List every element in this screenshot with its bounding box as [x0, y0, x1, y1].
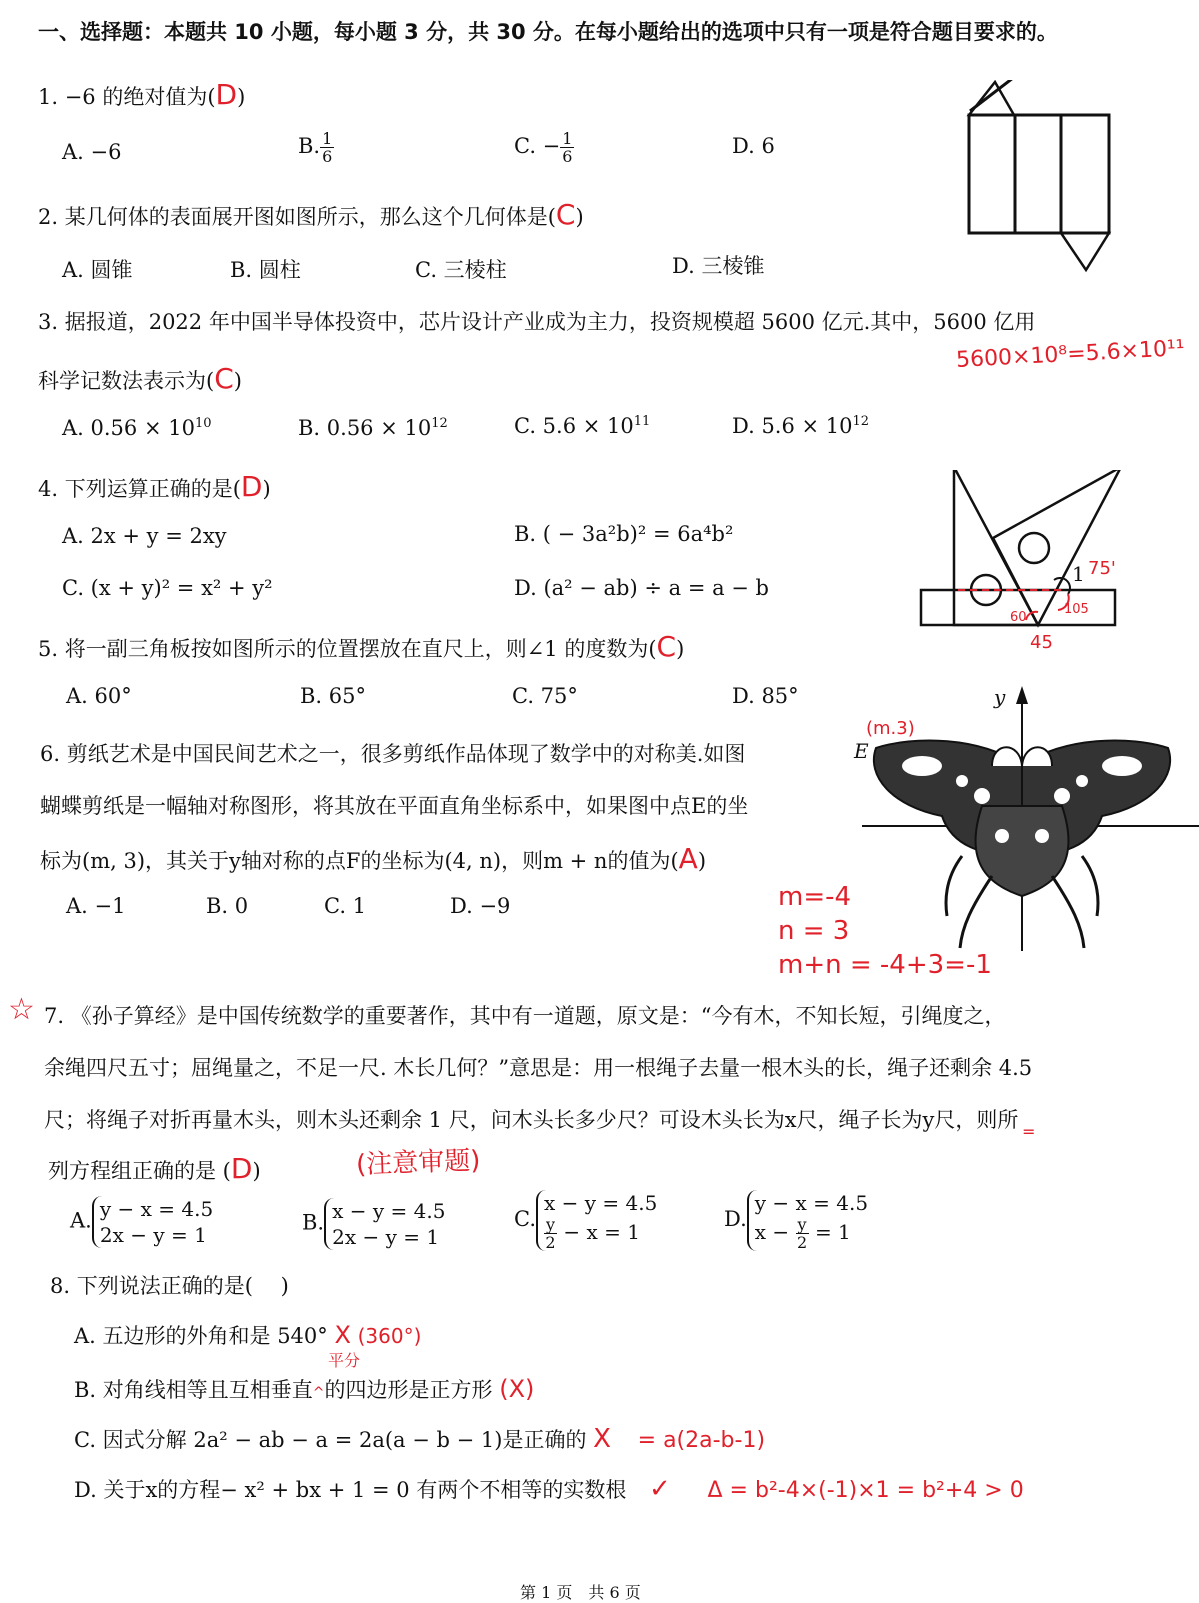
prism-net-figure [960, 80, 1130, 275]
option-c: C. (x + y)² = x² + y² [62, 576, 273, 600]
equation-system [324, 1198, 445, 1250]
equation-rest: − x = 1 [563, 1220, 640, 1244]
bracket-close: ) [252, 1159, 261, 1183]
note-45: 45 [1030, 632, 1053, 653]
handwritten-answer: D [240, 470, 263, 503]
option-label: A. [70, 1208, 92, 1233]
option-d: D. (a² − ab) ÷ a = a − b [514, 576, 769, 600]
option-b [298, 130, 334, 165]
option-a: A. 圆锥 [62, 258, 133, 282]
bracket-close: ) [233, 369, 242, 393]
handwritten-answer: C [656, 630, 677, 663]
bracket-close: ) [676, 637, 685, 661]
exponent: 11 [633, 414, 651, 429]
question-3-line-2 [38, 362, 242, 395]
equation-2: 2x − y = 1 [332, 1225, 440, 1249]
question-4 [38, 470, 271, 503]
option-text: D. 关于x的方程− x² + bx + 1 = 0 有两个不相等的实数根 [74, 1478, 627, 1502]
question-1 [38, 78, 245, 111]
question-stem: 1. −6 的绝对值为( [38, 85, 216, 109]
denominator: 2 [796, 1233, 808, 1252]
point-e-label: E [854, 739, 869, 763]
star-mark: ☆ [8, 992, 35, 1027]
question-stem: 列方程组正确的是 ( [48, 1159, 231, 1183]
fraction [796, 1216, 809, 1251]
option-a [62, 416, 212, 440]
equation-2 [755, 1216, 868, 1251]
handwritten-answer: D [230, 1152, 253, 1185]
wrong-mark: X [334, 1321, 351, 1349]
option-d: D. 85° [732, 684, 799, 708]
bracket-close: ) [237, 85, 246, 109]
question-7-line-2: 余绳四尺五寸；屈绳量之，不足一尺. 木长几何？”意思是：用一根绳子去量一根木头的长，绳子还剩余 4.5 [44, 1056, 1033, 1080]
insert-caret: ^ [312, 1385, 325, 1401]
option-label: D. 5.6 × 10 [732, 414, 853, 438]
equation-pre: x − [754, 1220, 790, 1244]
insert-note: 平分 [328, 1351, 361, 1370]
option-d [732, 414, 869, 438]
equation-2 [544, 1216, 657, 1251]
option-label: D. [724, 1207, 747, 1231]
equation-1: x − y = 4.5 [544, 1191, 658, 1215]
correction-note: (360°) [357, 1324, 422, 1348]
handwritten-answer: D [215, 78, 238, 111]
option-c: C. 三棱柱 [415, 258, 507, 282]
point-e-note: (m.3) [866, 718, 915, 739]
option-label: C. [514, 1207, 536, 1231]
numerator: y [546, 1215, 556, 1234]
option-label: B. [298, 134, 321, 158]
option-b [74, 1374, 534, 1404]
equation-system [536, 1190, 657, 1251]
exponent: 12 [852, 414, 870, 429]
fraction [320, 130, 334, 165]
option-a [70, 1196, 213, 1248]
option-c: C. 75° [512, 684, 578, 708]
option-d: D. 三棱锥 [672, 254, 765, 278]
equation-system [92, 1196, 213, 1248]
note-60: 60 [1010, 610, 1027, 625]
question-3-line-1: 3. 据报道，2022 年中国半导体投资中，芯片设计产业成为主力，投资规模超 5600 亿元.其中，5600 亿用 [38, 310, 1036, 334]
handwritten-answer: C [214, 362, 234, 395]
question-5 [38, 630, 684, 663]
note-75: 75' [1088, 558, 1116, 579]
question-7-line-4 [48, 1152, 261, 1185]
option-c: C. 1 [324, 894, 367, 918]
bracket-close: ) [697, 849, 707, 873]
option-b: B. 0 [206, 894, 249, 918]
bracket-close: ) [262, 477, 271, 501]
option-c [514, 414, 650, 438]
option-text: A. 五边形的外角和是 540° [74, 1324, 328, 1348]
option-c [514, 1190, 657, 1251]
handwritten-note: (注意审题) [355, 1145, 481, 1181]
equation-1: y − x = 4.5 [754, 1191, 869, 1215]
top-triangle [969, 82, 1014, 115]
work-line: n = 3 [778, 916, 850, 946]
fraction [560, 130, 574, 165]
equation-post: = 1 [814, 1220, 851, 1244]
handwritten-answer: C [555, 198, 576, 231]
option-d: D. −9 [450, 894, 511, 918]
equation-2: 2x − y = 1 [99, 1223, 207, 1247]
question-stem: 科学记数法表示为( [38, 369, 215, 393]
question-2 [38, 198, 584, 231]
prism-rectangle [969, 115, 1109, 233]
page-footer: 第 1 页 共 6 页 [520, 1583, 641, 1602]
equation-system [747, 1190, 868, 1251]
y-axis-arrow [1016, 686, 1028, 704]
work-line: m+n = -4+3=-1 [778, 950, 992, 980]
equation-1: x − y = 4.5 [332, 1199, 446, 1223]
angle-1-label: 1 [1072, 562, 1085, 586]
denominator: 2 [545, 1233, 556, 1252]
exponent: 12 [431, 416, 448, 431]
equation-1: y − x = 4.5 [99, 1197, 214, 1221]
fraction [544, 1216, 557, 1251]
option-c [74, 1424, 765, 1454]
y-axis-label: y [994, 686, 1006, 709]
option-b: B. ( − 3a²b)² = 6a⁴b² [514, 522, 734, 546]
option-d [74, 1474, 1024, 1504]
question-8: 8. 下列说法正确的是( ) [50, 1274, 289, 1298]
section-header: 一、选择题：本题共 10 小题，每小题 3 分，共 30 分。在每小题给出的选项中只有一项是符合题目要求的。 [38, 20, 1058, 44]
double-underline-mark: = [1022, 1122, 1036, 1141]
option-a: A. −1 [66, 894, 126, 918]
denominator: 6 [562, 147, 573, 166]
numerator: y [797, 1215, 807, 1234]
question-6-line-1: 6. 剪纸艺术是中国民间艺术之一，很多剪纸作品体现了数学中的对称美.如图 [40, 742, 746, 766]
numerator: 1 [322, 129, 333, 148]
option-text: C. 因式分解 2a² − ab − a = 2a(a − b − 1)是正确的 [74, 1428, 587, 1452]
handwritten-answer: A [678, 842, 698, 875]
option-d: D. 6 [732, 134, 775, 158]
option-label: B. 0.56 × 10 [298, 416, 432, 440]
butterfly-coordinate-figure [852, 686, 1199, 954]
option-a: A. 60° [66, 684, 132, 708]
question-7-line-1: 7. 《孙子算经》是中国传统数学的重要著作，其中有一道题，原文是：“今有木，不知长短，引绳度之， [44, 1004, 1006, 1028]
option-label: A. 0.56 × 10 [62, 416, 195, 440]
wrong-mark: (X) [499, 1375, 535, 1403]
option-text: 的四边形是正方形 [324, 1378, 493, 1402]
option-label: B. [302, 1210, 325, 1235]
option-b [298, 416, 448, 440]
numerator: 1 [562, 129, 573, 148]
option-text: B. 对角线相等且互相垂直 [74, 1378, 313, 1402]
option-label: C. − [514, 134, 561, 158]
correction-note: = a(2a-b-1) [637, 1428, 766, 1453]
option-a [74, 1320, 421, 1350]
question-7-line-3: 尺；将绳子对折再量木头，则木头还剩余 1 尺，问木头长多少尺？可设木头长为x尺，绳子长为y尺，则所 [44, 1108, 1019, 1132]
denominator: 6 [322, 147, 333, 166]
question-stem: 4. 下列运算正确的是( [38, 477, 241, 501]
option-b: B. 65° [300, 684, 367, 708]
option-a: A. 2x + y = 2xy [62, 524, 227, 548]
check-mark: ✓ [649, 1474, 671, 1504]
option-a: A. −6 [62, 140, 122, 164]
option-b [302, 1198, 445, 1250]
option-b: B. 圆柱 [230, 258, 301, 282]
bracket-close: ) [575, 205, 584, 229]
question-stem: 5. 将一副三角板按如图所示的位置摆放在直尺上，则∠1 的度数为( [38, 637, 657, 661]
option-d [724, 1190, 868, 1251]
handwritten-note: 5600×10⁸=5.6×10¹¹ [955, 336, 1186, 373]
option-c [514, 130, 574, 165]
note-105: 105 [1064, 602, 1089, 617]
question-6-line-3 [40, 842, 706, 875]
option-label: C. 5.6 × 10 [514, 414, 634, 438]
correction-note: Δ = b²-4×(-1)×1 = b²+4 > 0 [707, 1478, 1024, 1503]
question-stem: 标为(m, 3)，其关于y轴对称的点F的坐标为(4, n)，则m + n的值为( [40, 849, 679, 873]
set-square-45 [993, 470, 1121, 625]
triangle-ruler-figure [918, 470, 1158, 655]
bottom-triangle [1061, 233, 1109, 270]
work-line: m=-4 [778, 882, 852, 912]
question-6-line-2: 蝴蝶剪纸是一幅轴对称图形，将其放在平面直角坐标系中，如果图中点E的坐 [40, 794, 749, 818]
wrong-mark: X [593, 1424, 611, 1454]
exponent: 10 [194, 416, 212, 431]
question-stem: 2. 某几何体的表面展开图如图所示，那么这个几何体是( [38, 205, 556, 229]
